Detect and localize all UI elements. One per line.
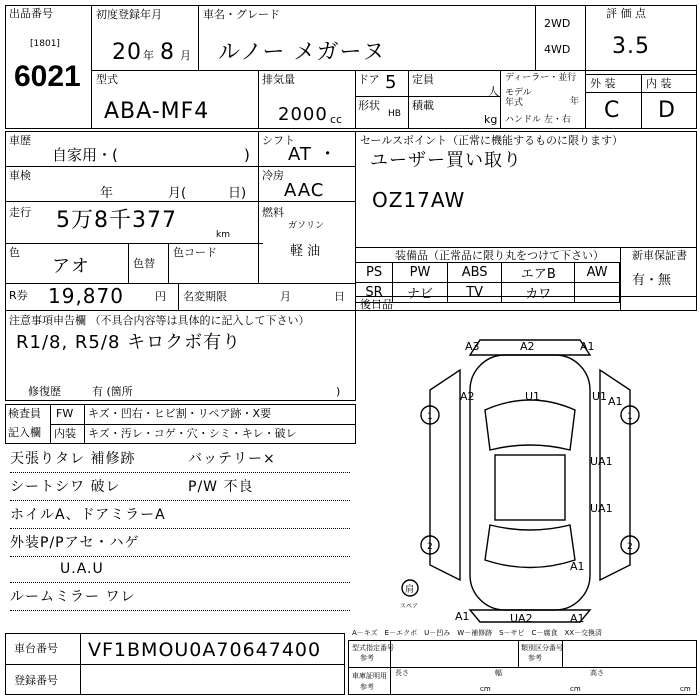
- fuel-gas: ガソリン: [288, 221, 325, 231]
- mark-3: A1: [580, 340, 595, 353]
- repair-label: 修復歴: [28, 385, 61, 398]
- inspector-label-1: 検査員: [8, 407, 41, 420]
- fmt-label: 型式指定番号: [352, 644, 394, 652]
- fw-text: キズ・凹右・ヒビ割・リペア跡・X要: [88, 407, 272, 420]
- cooler-label: 冷房: [262, 169, 284, 182]
- sales-label: セールスポイント（正常に機能するものに限ります）: [360, 134, 624, 147]
- note-right-1: バッテリー×: [188, 451, 276, 467]
- exterior-label: 外 装: [590, 77, 616, 90]
- inspection-day: 日): [228, 186, 247, 201]
- handle-label: ハンドル 左・右: [505, 115, 571, 125]
- mark-17: 2: [627, 542, 633, 552]
- eq-aw: AW: [575, 263, 620, 283]
- model-label: 型式: [96, 73, 118, 86]
- interior-value: D: [658, 98, 676, 123]
- displacement-label: 排気量: [262, 73, 295, 86]
- back-seat-label: 後日品: [360, 298, 393, 311]
- notes-label: 注意事項申告欄 （不具合内容等は具体的に記入して下さい）: [9, 314, 310, 327]
- fuel-diesel: 軽 油: [290, 244, 321, 259]
- car-name-value: ルノー メガーヌ: [218, 40, 386, 65]
- mark-11: UA2: [510, 612, 533, 625]
- eq-empty: [575, 283, 620, 303]
- wid-label: 幅: [495, 669, 502, 677]
- eq-tv: TV: [447, 283, 501, 303]
- left-side: [430, 370, 460, 580]
- first-reg-label: 初度登録年月: [96, 8, 162, 21]
- note-left-5: U.A.U: [60, 561, 104, 577]
- color-code-label: 色コード: [173, 246, 217, 259]
- model-value: ABA-MF4: [104, 99, 210, 124]
- inspector-label-2: 記入欄: [8, 426, 41, 439]
- model-year-unit: 年: [570, 97, 580, 107]
- mark-18: 肩: [405, 585, 415, 595]
- mark-7: UA1: [590, 455, 613, 468]
- inspection-month: 月(: [168, 186, 187, 201]
- cat-label: 類別区分番号: [521, 644, 563, 652]
- shape-value: HB: [388, 109, 401, 119]
- eq-airbag: エアB: [502, 263, 575, 283]
- first-reg-month: 8: [160, 40, 175, 65]
- note-left-6: ルームミラー ワレ: [10, 589, 136, 605]
- cooler-value: AAC: [284, 180, 325, 201]
- spare-label: スペア: [400, 603, 419, 610]
- mark-8: UA1: [590, 502, 613, 515]
- notes-value: R1/8, R5/8 キロクボ有り: [16, 332, 242, 353]
- len-label: 長さ: [395, 669, 409, 677]
- equipment-label: 装備品（正常品に限り丸をつけて下さい）: [395, 249, 604, 262]
- eq-ps: PS: [356, 263, 393, 283]
- lot-number: 6021: [14, 60, 81, 93]
- mark-5: U1: [525, 390, 541, 403]
- note-right-2: P/W 不良: [188, 479, 254, 495]
- door-value: 5: [385, 72, 398, 93]
- fmt-ref: 参考: [360, 654, 374, 662]
- mark-12: A1: [570, 612, 585, 625]
- dealer-label: ディーラー・並行: [505, 73, 577, 83]
- interior-label: 内 装: [646, 77, 672, 90]
- name-change-month: 月: [280, 290, 291, 303]
- history-close: ): [244, 146, 250, 164]
- mark-1: A3: [465, 340, 480, 353]
- note-left-3: ホイルA、ドアミラーA: [10, 507, 166, 523]
- mileage-value: 5万8千377: [56, 208, 177, 233]
- shape-label: 形状: [358, 99, 380, 112]
- equipment-row-1: [356, 263, 620, 283]
- warranty-value: 有・無: [632, 273, 672, 288]
- mark-15: 1: [627, 412, 633, 422]
- name-change-day: 日: [334, 290, 345, 303]
- recycle-unit: 円: [155, 290, 166, 303]
- color-label: 色: [9, 246, 20, 259]
- load-label: 積載: [412, 99, 434, 112]
- fuel-label: 燃料: [262, 206, 284, 219]
- mark-2: A2: [520, 340, 535, 353]
- mark-13: A1: [608, 395, 623, 408]
- load-unit: kg: [484, 113, 498, 126]
- score-label: 評 価 点: [606, 7, 646, 20]
- drive-2wd: 2WD: [544, 17, 571, 30]
- windshield: [485, 400, 575, 450]
- note-left-1: 天張りタレ 補修跡: [10, 451, 136, 467]
- lot-label: 出品番号: [9, 7, 53, 20]
- shift-value: AT ・: [288, 144, 338, 165]
- roof: [495, 455, 565, 520]
- recycle-label: R券: [9, 289, 28, 302]
- car-name-label: 車名・グレード: [203, 8, 280, 21]
- mark-16: 2: [427, 542, 433, 552]
- drive-4wd: 4WD: [544, 43, 571, 56]
- capacity-unit: 人: [488, 85, 499, 98]
- car-damage-diagram: [400, 330, 660, 630]
- cat-ref: 参考: [528, 654, 542, 662]
- interior-row-label: 内装: [54, 427, 76, 440]
- wid-cm: cm: [570, 685, 581, 693]
- note-left-2: シートシワ 破レ: [10, 479, 121, 495]
- eq-sr: SR: [356, 283, 393, 303]
- mark-6: U1: [592, 390, 608, 403]
- month-unit: 月: [180, 49, 191, 62]
- capacity-label: 定員: [412, 73, 434, 86]
- mark-10: A1: [455, 610, 470, 623]
- note-left-4: 外装P/Pアセ・ハゲ: [10, 535, 140, 551]
- legend: A－キズ E－エクボ U－凹み W－補修跡 S－サビ C－腐食 XX－交換済: [352, 629, 603, 637]
- repair-value: 有 (箇所: [92, 385, 133, 398]
- warranty-label: 新車保証書: [632, 249, 687, 262]
- len-cm: cm: [480, 685, 491, 693]
- interior-row-text: キズ・汚レ・コゲ・穴・シミ・キレ・破レ: [88, 427, 297, 440]
- mark-4: A2: [460, 390, 475, 403]
- history-label: 車歴: [9, 134, 31, 147]
- eq-pw: PW: [393, 263, 448, 283]
- eq-abs: ABS: [447, 263, 501, 283]
- history-value: 自家用・(: [52, 146, 118, 164]
- model-year-label: モデル 年式: [505, 88, 532, 108]
- year-unit: 年: [143, 49, 154, 62]
- recycle-value: 19,870: [48, 284, 124, 308]
- sales-line1: ユーザー買い取り: [370, 150, 522, 171]
- cert-label: 車庫証明用: [352, 672, 387, 680]
- door-label: ドア: [358, 73, 380, 86]
- fw-label: FW: [56, 407, 74, 420]
- inspection-year: 年: [100, 186, 114, 201]
- mark-9: A1: [570, 560, 585, 573]
- mileage-unit: km: [216, 230, 230, 240]
- displacement-unit: cc: [330, 113, 343, 126]
- score-value: 3.5: [612, 34, 650, 59]
- sales-line2: OZ17AW: [372, 188, 466, 212]
- chassis-label: 車台番号: [14, 642, 58, 655]
- hgt-label: 高さ: [590, 669, 604, 677]
- displacement-value: 2000: [278, 104, 328, 125]
- repair-close: ): [336, 385, 341, 398]
- eq-navi: ナビ: [393, 283, 448, 303]
- shift-label: シフト: [262, 134, 295, 147]
- eq-leather: カワ: [502, 283, 575, 303]
- color-value: アオ: [52, 256, 90, 277]
- lot-code: [1801]: [30, 39, 60, 49]
- name-change-label: 名変期限: [183, 290, 227, 303]
- rear-window: [485, 525, 575, 568]
- color-change-label: 色替: [133, 257, 155, 270]
- inspection-label: 車検: [9, 169, 31, 182]
- reg-label: 登録番号: [14, 674, 58, 687]
- exterior-value: C: [604, 98, 621, 123]
- equipment-row-2: [356, 283, 620, 303]
- hgt-cm: cm: [680, 685, 691, 693]
- first-reg-year: 20: [112, 40, 142, 65]
- cert-ref: 参考: [360, 683, 374, 691]
- mark-14: 1: [427, 412, 433, 422]
- chassis-value: VF1BMOU0A70647400: [88, 639, 322, 661]
- mileage-label: 走行: [9, 206, 31, 219]
